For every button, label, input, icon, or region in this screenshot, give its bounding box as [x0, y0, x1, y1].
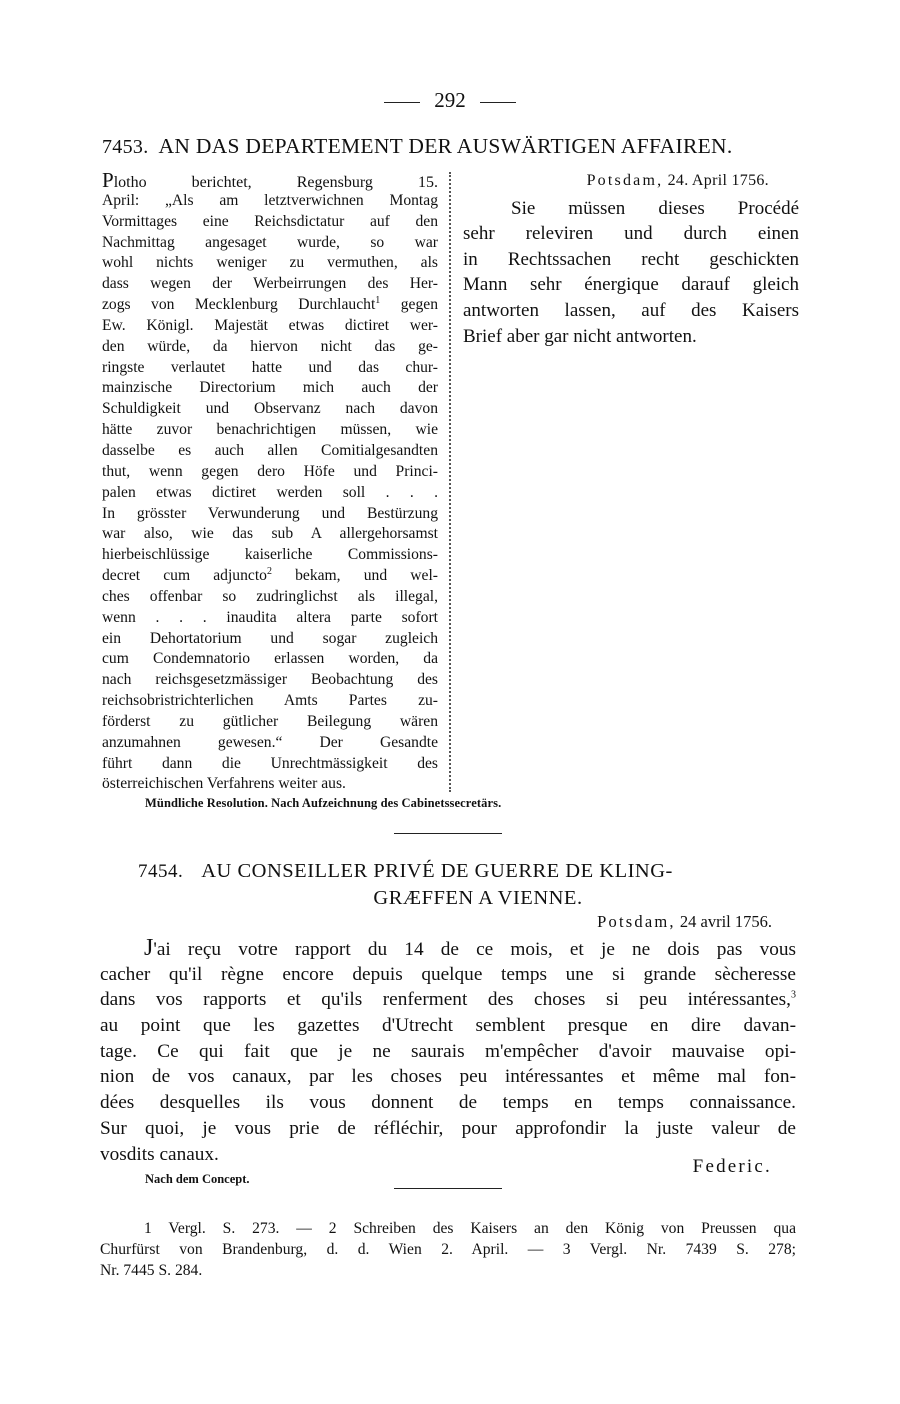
- letter-number: 7454.: [138, 861, 184, 882]
- footnotes: [100, 1218, 796, 1281]
- summary-line: österreichischen Verfahrens weiter aus.: [102, 775, 346, 793]
- summary-line: cum Condemnatorio erlassen worden, da: [102, 650, 438, 668]
- summary-line: Ew. Königl. Majestät etwas dictiret wer-: [102, 316, 438, 334]
- footnote-ref: 1: [375, 294, 381, 306]
- summary-line: thut, wenn gegen dero Höfe und Princi-: [102, 462, 438, 480]
- summary-line: Plotho berichtet, Regensburg 15.: [102, 168, 438, 192]
- resolution-column: [463, 168, 799, 349]
- summary-line: wenn . . . inaudita altera parte sofort: [102, 608, 438, 626]
- summary-line: mainzische Directorium mich auch der: [102, 379, 438, 397]
- summary-line: zogs von Mecklenburg Durchlaucht$^1$ gegen: [102, 294, 438, 314]
- summary-line: den würde, da hiervon nicht das ge-: [102, 337, 438, 355]
- header-rule-right: [480, 102, 516, 103]
- resolution-line: in Rechtssachen recht geschickten: [463, 248, 799, 270]
- summary-line: wohl nichts weniger zu vermuthen, als: [102, 254, 438, 272]
- drop-cap: J: [144, 935, 154, 961]
- footnote-ref: 3: [791, 989, 796, 1001]
- body-line: tage. Ce qui fait que je ne saurais m'empêcher d'avoir mauvaise opi-: [100, 1040, 796, 1062]
- page-number: 292: [434, 88, 466, 112]
- signature: Federic.: [692, 1156, 772, 1177]
- footnote-line: 1 Vergl. S. 273. — 2 Schreiben des Kaisers an den König von Preussen qua: [144, 1220, 796, 1237]
- drop-cap: P: [102, 168, 114, 192]
- summary-line: In grösster Verwunderung und Bestürzung: [102, 504, 438, 522]
- body-line: nion de vos canaux, par les choses peu intéressantes et même mal fon-: [100, 1066, 796, 1088]
- body-line: J'ai reçu votre rapport du 14 de ce mois, et je ne dois pas vous: [144, 935, 796, 961]
- summary-line: förderst zu gütlicher Beilegung wären: [102, 712, 438, 730]
- source-note: Mündliche Resolution. Nach Aufzeichnung des Cabinetssecretärs.: [145, 796, 502, 810]
- summary-line: palen etwas dictiret werden soll . . .: [102, 483, 438, 501]
- letter-title: AN DAS DEPARTEMENT DER AUSWÄRTIGEN AFFAIREN.: [158, 134, 733, 158]
- letter-7453-heading: [102, 134, 802, 159]
- summary-line: nach reichsgesetzmässiger Beobachtung des: [102, 671, 438, 689]
- summary-line: hätte zuvor benachrichtigen müssen, wie: [102, 421, 438, 439]
- summary-line: Schuldigkeit und Observanz nach davon: [102, 400, 438, 418]
- footnote-line: Churfürst von Brandenburg, d. d. Wien 2. April. — 3 Vergl. Nr. 7439 S. 278;: [100, 1241, 796, 1258]
- resolution-line: Mann sehr énergique darauf gleich: [463, 274, 799, 296]
- summary-line: Nachmittag angesaget wurde, so war: [102, 233, 438, 251]
- letter-date: Potsdam, 24. April 1756.: [586, 172, 769, 189]
- footnote-separator: [394, 1188, 502, 1189]
- summary-line: dass wegen der Werbeirrungen des Her-: [102, 275, 438, 293]
- header-rule-left: [384, 102, 420, 103]
- resolution-line: antworten lassen, auf des Kaisers: [463, 299, 799, 321]
- resolution-line: Brief aber gar nicht antworten.: [463, 325, 697, 347]
- column-divider: [449, 172, 451, 792]
- body-line: vosdits canaux.: [100, 1143, 219, 1165]
- footnote-ref: 2: [266, 565, 272, 577]
- body-line: Sur quoi, je vous prie de réfléchir, pour approfondir la juste valeur de: [100, 1117, 796, 1139]
- summary-line: ringste verlautet hatte und das chur-: [102, 358, 438, 376]
- summary-line: Vormittages eine Reichsdictatur auf den: [102, 212, 438, 230]
- summary-line: dasselbe es auch allen Comitialgesandten: [102, 441, 438, 459]
- body-line: dées desquelles ils vous donnent de temps en temps connaissance.: [100, 1092, 796, 1114]
- page-header: [0, 88, 900, 113]
- summary-line: war also, wie das sub A allergehorsamst: [102, 525, 438, 543]
- resolution-line: Sie müssen dieses Procédé: [511, 197, 799, 219]
- summary-line: anzumahnen gewesen.“ Der Gesandte: [102, 733, 438, 751]
- report-summary-column: [102, 170, 438, 795]
- summary-line: April: „Als am letztverwichnen Montag: [102, 191, 438, 209]
- section-separator: [394, 833, 502, 834]
- summary-line: führt dann die Unrechtmässigkeit des: [102, 754, 438, 772]
- letter-body: [100, 936, 796, 1167]
- source-note: Nach dem Concept.: [145, 1172, 250, 1186]
- summary-line: decret cum adjuncto$^2$ bekam, und wel-: [102, 565, 438, 585]
- body-line: cacher qu'il règne encore depuis quelque temps une si grande sècheresse: [100, 963, 796, 985]
- resolution-line: sehr releviren und durch einen: [463, 223, 799, 245]
- summary-line: hierbeischlüssige kaiserliche Commissions-: [102, 546, 438, 564]
- summary-line: reichsobristrichterlichen Amts Partes zu-: [102, 692, 438, 710]
- letter-title-line-2: GRÆFFEN A VIENNE.: [373, 887, 583, 909]
- summary-line: ches offenbar so zudringlichst als illegal,: [102, 587, 438, 605]
- letter-7454-heading: [138, 858, 778, 911]
- body-line: au point que les gazettes d'Utrecht semblent presque en dire davan-: [100, 1015, 796, 1037]
- footnote-line: Nr. 7445 S. 284.: [100, 1262, 203, 1279]
- letter-title-line-1: AU CONSEILLER PRIVÉ DE GUERRE DE KLING-: [201, 860, 673, 882]
- summary-line: ein Dehortatorium und sogar zugleich: [102, 629, 438, 647]
- letter-number: 7453.: [102, 136, 149, 158]
- body-line: dans vos rapports et qu'ils renferment des choses si peu intéressantes,$^3$: [100, 989, 796, 1011]
- letter-date: Potsdam, 24 avril 1756.: [597, 912, 772, 931]
